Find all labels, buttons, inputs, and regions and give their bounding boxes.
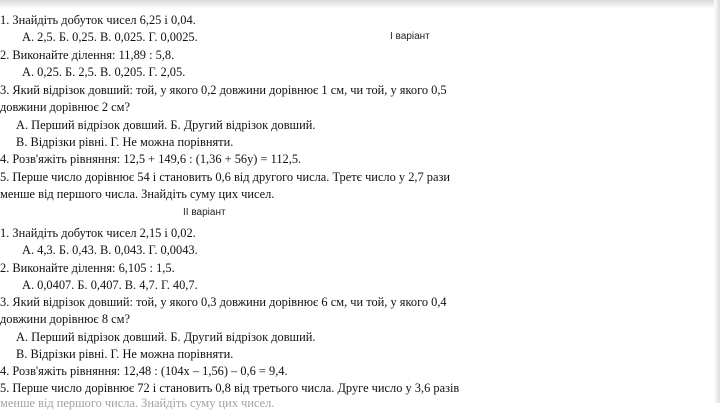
v1-task-3: 3. Який відрізок довший: той, у якого 0,2 довжини дорівнює 1 см, чи той, у якого 0,5 bbox=[0, 83, 447, 97]
paper-edge-top bbox=[0, 0, 720, 9]
v2-task-2-options: А. 0,0407. Б. 0,407. В. 4,7. Г. 40,7. bbox=[22, 278, 198, 292]
v2-task-5: 5. Перше число дорівнює 72 і становить 0,8 від третього числа. Друге число у 3,6 разів bbox=[0, 381, 460, 395]
v1-task-5: 5. Перше число дорівнює 54 і становить 0,6 від другого числа. Третє число у 2,7 рази bbox=[0, 170, 451, 184]
paper-edge-right bbox=[714, 0, 720, 403]
v1-task-3-options-c-d: В. Відрізки рівні. Г. Не можна порівняти. bbox=[16, 135, 234, 149]
v1-task-4: 4. Розв'яжіть рівняння: 12,5 + 149,6 : (1,36 + 56y) = 112,5. bbox=[0, 152, 302, 166]
v2-task-3-options-a-b: А. Перший відрізок довший. Б. Другий відрізок довший. bbox=[16, 330, 316, 344]
v2-task-1-options: А. 4,3. Б. 0,43. В. 0,043. Г. 0,0043. bbox=[22, 243, 198, 257]
v1-task-3-continued: довжини дорівнює 2 см? bbox=[0, 100, 130, 114]
v2-task-4: 4. Розв'яжіть рівняння: 12,48 : (104x – 1,56) – 0,6 = 9,4. bbox=[0, 364, 288, 378]
v1-task-2: 2. Виконайте ділення: 11,89 : 5,8. bbox=[0, 48, 175, 62]
v1-task-3-options-a-b: А. Перший відрізок довший. Б. Другий відрізок довший. bbox=[16, 118, 316, 132]
v2-task-1: 1. Знайдіть добуток чисел 2,15 і 0,02. bbox=[0, 226, 196, 240]
v1-task-1-options: А. 2,5. Б. 0,25. В. 0,025. Г. 0,0025. bbox=[22, 30, 198, 44]
v2-task-3: 3. Який відрізок довший: той, у якого 0,3 довжини дорівнює 6 см, чи той, у якого 0,4 bbox=[0, 295, 447, 309]
v2-task-3-continued: довжини дорівнює 8 см? bbox=[0, 312, 130, 326]
v2-task-2: 2. Виконайте ділення: 6,105 : 1,5. bbox=[0, 261, 175, 275]
variant-2-label: ІІ варіант bbox=[183, 207, 226, 218]
v2-task-5-continued: менше від першого числа. Знайдіть суму цих чисел. bbox=[0, 396, 275, 410]
v2-task-3-options-c-d: В. Відрізки рівні. Г. Не можна порівняти. bbox=[16, 347, 234, 361]
variant-1-label: І варіант bbox=[390, 31, 430, 42]
v1-task-5-continued: менше від першого числа. Знайдіть суму цих чисел. bbox=[0, 187, 275, 201]
v1-task-1: 1. Знайдіть добуток чисел 6,25 і 0,04. bbox=[0, 13, 196, 27]
v1-task-2-options: А. 0,25. Б. 2,5. В. 0,205. Г. 2,05. bbox=[22, 65, 186, 79]
